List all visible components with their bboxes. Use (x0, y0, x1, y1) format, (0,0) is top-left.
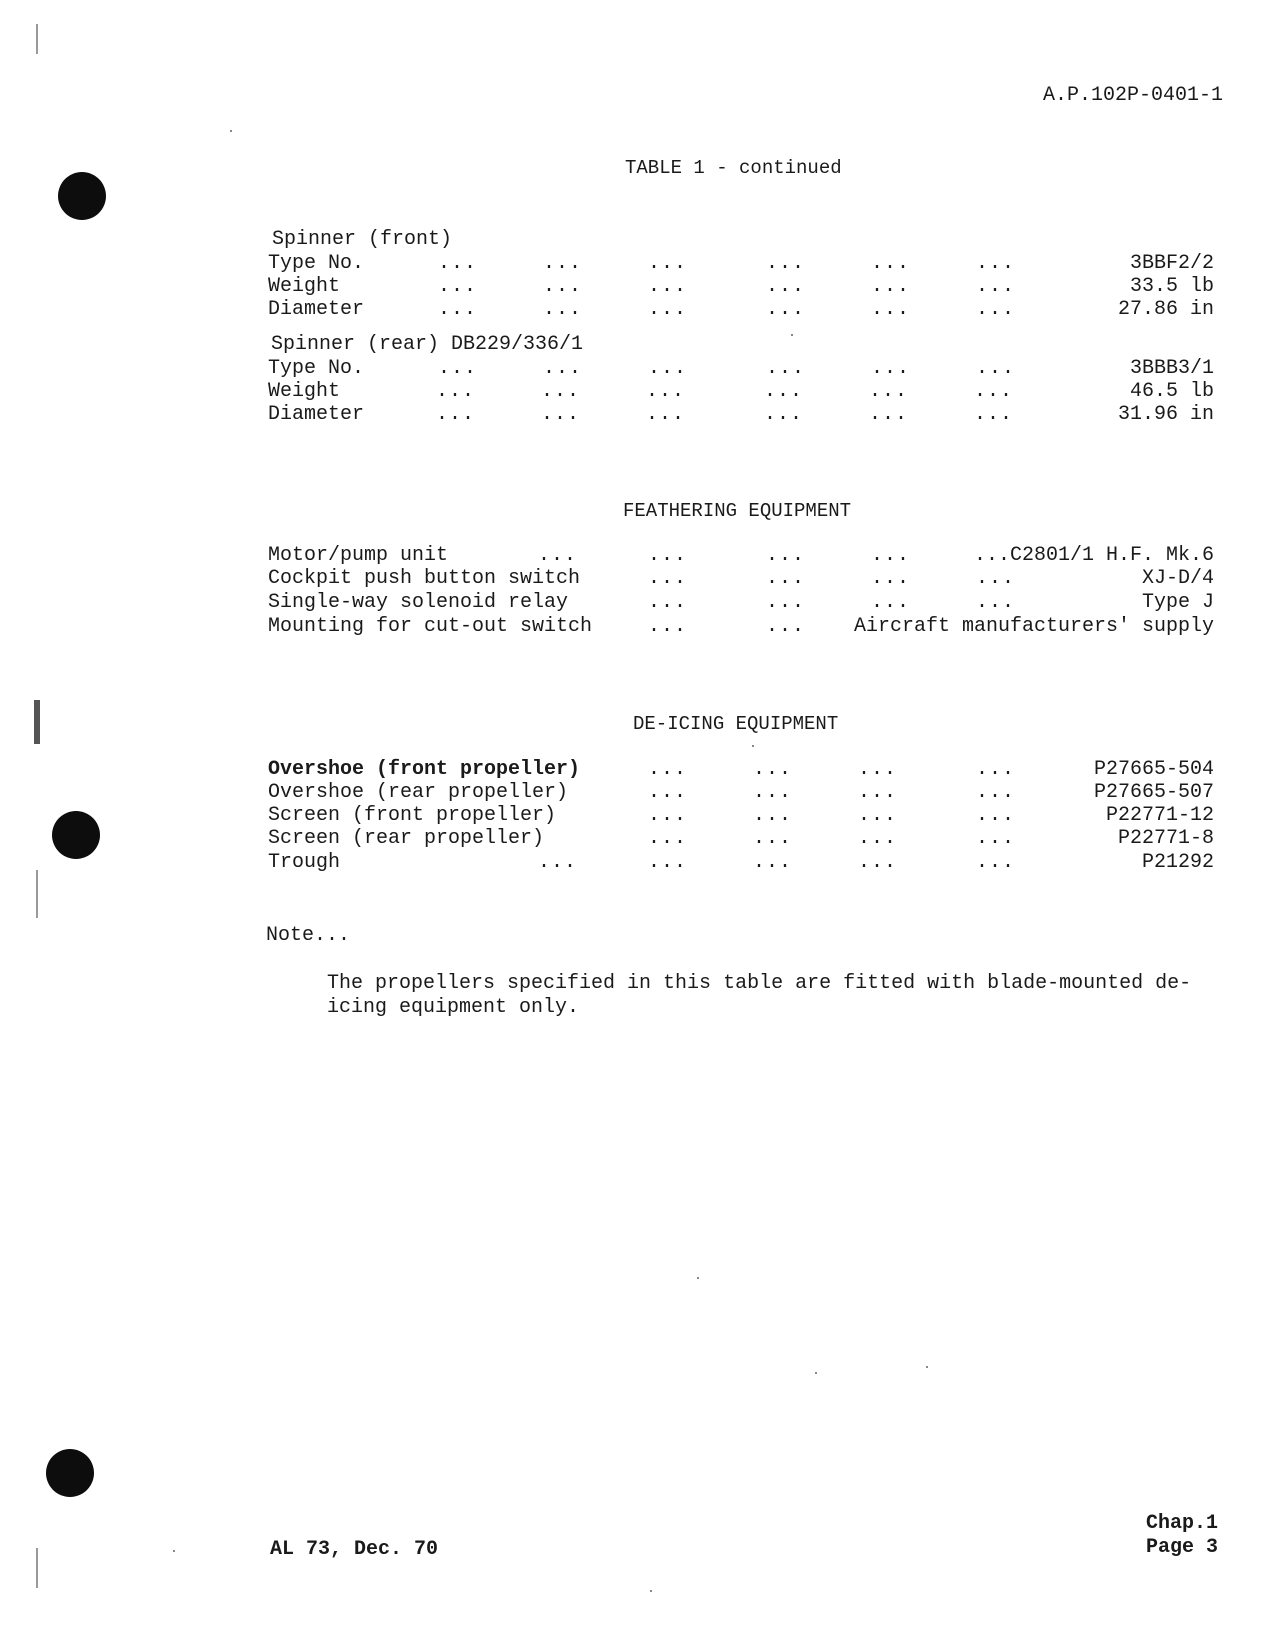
spec-row: Diameter ... ... ... ... ... ... 31.96 in (268, 403, 1214, 426)
scan-speck (791, 334, 793, 336)
scan-speck (650, 1590, 652, 1592)
spec-value: ...C2801/1 H.F. Mk.6 (973, 544, 1214, 567)
scan-speck (926, 1366, 928, 1368)
spec-value: P22771-8 (1117, 827, 1214, 850)
page-number: Page 3 (1146, 1536, 1219, 1559)
amendment-list: AL 73, Dec. 70 (270, 1538, 439, 1561)
scan-speck (752, 745, 754, 747)
spec-label: Cockpit push button switch (268, 567, 581, 590)
spec-row: Mounting for cut-out switch ... ... Aircraft manufacturers' supply (268, 615, 1214, 638)
punch-hole-bottom (46, 1449, 94, 1497)
spec-value: 27.86 in (1117, 298, 1214, 321)
spec-value: 46.5 lb (1129, 380, 1214, 403)
spec-row: Weight ... ... ... ... ... ... 46.5 lb (268, 380, 1214, 403)
spec-label: Weight (268, 275, 341, 298)
spec-row: Diameter ... ... ... ... ... ... 27.86 in (268, 298, 1214, 321)
spec-value: 31.96 in (1117, 403, 1214, 426)
spec-label: Type No. (268, 252, 365, 275)
scan-speck (230, 130, 232, 132)
scan-mark (36, 1548, 38, 1588)
spec-label: Weight (268, 380, 341, 403)
scan-mark (36, 24, 38, 54)
spec-label: Overshoe (rear propeller) (268, 781, 569, 804)
spec-row: Trough ... ... ... ... ... P21292 (268, 851, 1214, 874)
spec-label: Single-way solenoid relay (268, 591, 569, 614)
spec-row: Motor/pump unit ... ... ... ... ...C2801/1 H.F. Mk.6 (268, 544, 1214, 567)
spec-row: Type No. ... ... ... ... ... ... 3BBF2/2 (268, 252, 1214, 275)
spec-value: P27665-504 (1093, 758, 1214, 781)
spec-value: P22771-12 (1105, 804, 1214, 827)
spinner-front-heading: Spinner (front) (272, 228, 453, 251)
spec-value: Type J (1141, 591, 1214, 614)
punch-hole-middle (52, 811, 100, 859)
note-text: The propellers specified in this table are fitted with blade-mounted de-icing equipment only. (327, 972, 1192, 1019)
spec-row: Screen (front propeller) ... ... ... ... P22771-12 (268, 804, 1214, 827)
spec-row: Single-way solenoid relay ... ... ... ... Type J (268, 591, 1214, 614)
spec-label: Motor/pump unit (268, 544, 449, 567)
scan-mark (34, 700, 40, 744)
deicing-heading: DE-ICING EQUIPMENT (633, 713, 839, 735)
spec-value: XJ-D/4 (1141, 567, 1214, 590)
spec-value: 33.5 lb (1129, 275, 1214, 298)
spec-row: Cockpit push button switch ... ... ... ... XJ-D/4 (268, 567, 1214, 590)
spec-label: Type No. (268, 357, 365, 380)
feathering-heading: FEATHERING EQUIPMENT (623, 500, 852, 522)
spec-label: Overshoe (front propeller) (268, 758, 581, 781)
spec-value: 3BBB3/1 (1129, 357, 1214, 380)
spec-label: Diameter (268, 298, 365, 321)
scan-speck (697, 1277, 699, 1279)
spec-label: Trough (268, 851, 341, 874)
spec-label: Screen (rear propeller) (268, 827, 545, 850)
chapter-number: Chap.1 (1146, 1512, 1219, 1535)
spinner-rear-heading: Spinner (rear) DB229/336/1 (271, 333, 584, 356)
spec-row: Overshoe (front propeller) ... ... ... ... P27665-504 (268, 758, 1214, 781)
spec-label: Screen (front propeller) (268, 804, 557, 827)
spec-value: Aircraft manufacturers' supply (853, 615, 1214, 638)
spec-row: Type No. ... ... ... ... ... ... 3BBB3/1 (268, 357, 1214, 380)
spec-label: Mounting for cut-out switch (268, 615, 593, 638)
spec-value: P21292 (1141, 851, 1214, 874)
spec-row: Weight ... ... ... ... ... ... 33.5 lb (268, 275, 1214, 298)
page-locator (1146, 1512, 1218, 1560)
scan-mark (36, 870, 38, 918)
spec-value: 3BBF2/2 (1129, 252, 1214, 275)
scan-speck (815, 1372, 817, 1374)
spec-value: P27665-507 (1093, 781, 1214, 804)
note-label: Note... (266, 924, 351, 947)
spec-row: Overshoe (rear propeller) ... ... ... ... P27665-507 (268, 781, 1214, 804)
spec-label: Diameter (268, 403, 365, 426)
punch-hole-top (58, 172, 106, 220)
document-reference: A.P.102P-0401-1 (1042, 84, 1223, 107)
table-title: TABLE 1 - continued (625, 157, 842, 179)
spec-row: Screen (rear propeller) ... ... ... ... P22771-8 (268, 827, 1214, 850)
scan-speck (173, 1550, 175, 1552)
